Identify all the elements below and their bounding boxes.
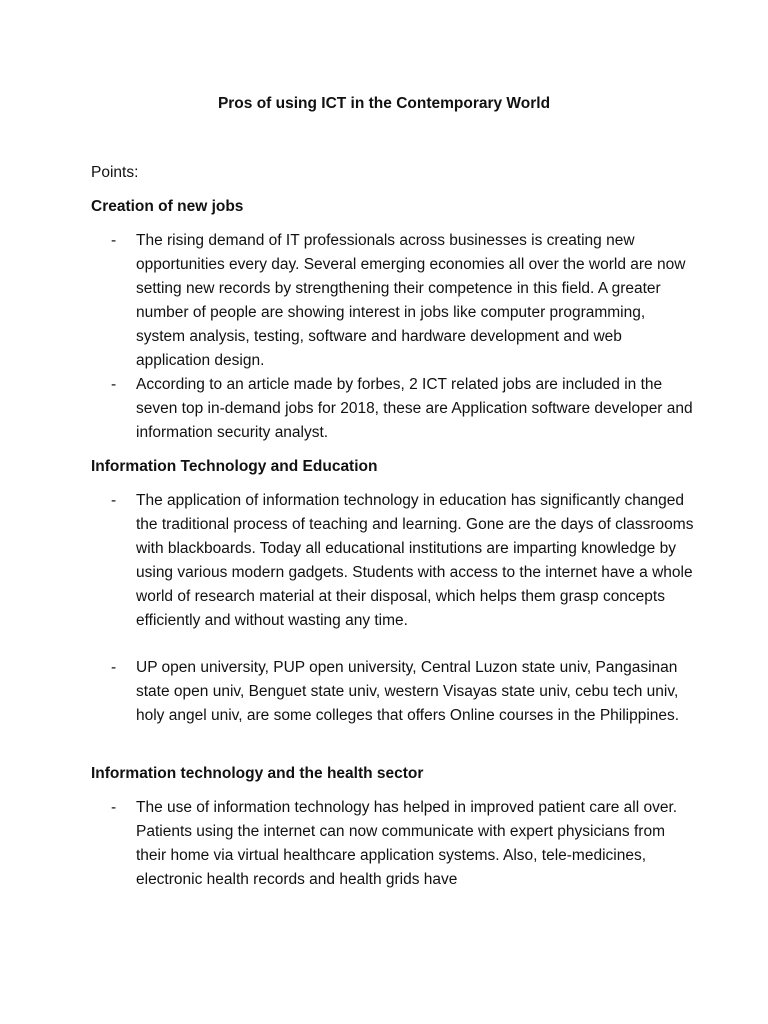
bullet-dash: - — [111, 376, 117, 393]
list-item — [111, 373, 696, 445]
points-label: Points: — [91, 164, 139, 181]
section-heading-jobs: Creation of new jobs — [91, 198, 244, 215]
bullet-text: The rising demand of IT professionals across businesses is creating new opportunities every day. Several emerging economies all over the world are now setting new records by strengthening their competence in this field. A greater number of people are showing interest in jobs like computer programming, system analysis, testing, software and hardware development and web application design. — [136, 232, 686, 369]
bullet-text: The use of information technology has helped in improved patient care all over. Patients using the internet can now communicate with expert physicians from their home via virtual healthcare application systems. Also, tele-medicines, electronic health records and health grids have — [136, 799, 678, 888]
bullet-text: The application of information technology in education has significantly changed the traditional process of teaching and learning. Gone are the days of classrooms with blackboards. Today all educational institutions are imparting knowledge by using various modern gadgets. Students with access to the internet have a whole world of research material at their disposal, which helps them grasp concepts efficiently and without wasting any time. — [136, 492, 694, 629]
list-item — [111, 796, 696, 892]
list-item — [111, 229, 696, 373]
bullet-text: According to an article made by forbes, 2 ICT related jobs are included in the seven top in-demand jobs for 2018, these are Application software developer and information security analyst. — [136, 376, 693, 441]
document-title: Pros of using ICT in the Contemporary World — [217, 95, 551, 112]
bullet-dash: - — [111, 799, 117, 816]
bullet-dash: - — [111, 232, 117, 249]
bullet-dash: - — [111, 659, 117, 676]
section-heading-health: Information technology and the health sector — [91, 765, 424, 782]
bullet-text: UP open university, PUP open university, Central Luzon state univ, Pangasinan state open univ, Benguet state univ, western Visayas state univ, cebu tech univ, holy angel univ, are some colleges that offers Online courses in the Philippines. — [136, 659, 680, 724]
list-item — [111, 656, 696, 728]
list-item — [111, 489, 696, 633]
section-heading-education: Information Technology and Education — [91, 458, 378, 475]
bullet-dash: - — [111, 492, 117, 509]
